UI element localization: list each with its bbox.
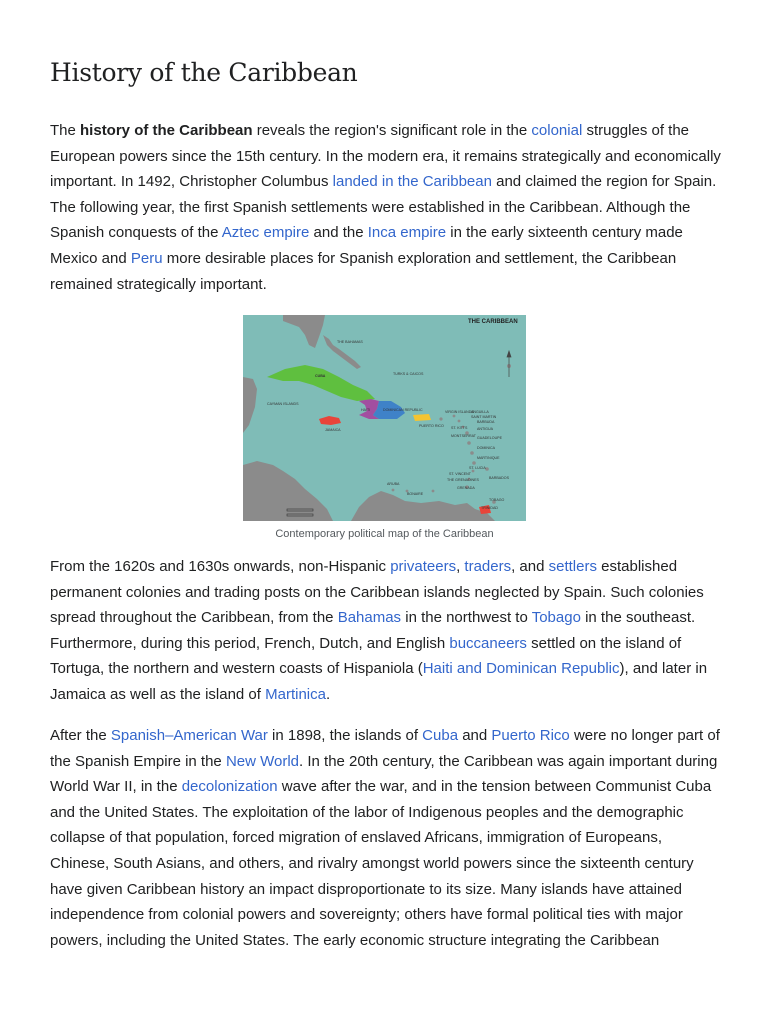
map-label-bonaire: BONAIRE	[407, 492, 424, 496]
map-label-cuba: CUBA	[315, 374, 326, 378]
link-new-world[interactable]: New World	[225, 752, 300, 770]
map-label-barbados: BARBADOS	[489, 476, 509, 480]
map-label-aruba: ARUBA	[387, 482, 400, 486]
map-label-st-martin: SAINT MARTIN	[471, 415, 497, 419]
map-label-dominica: DOMINICA	[477, 446, 495, 450]
map-figure	[243, 315, 526, 540]
link-spanish-american-war[interactable]: Spanish–American War	[110, 727, 268, 744]
map-label-st-lucia: ST. LUCIA	[469, 466, 486, 470]
link-colonial[interactable]: colonial	[531, 122, 583, 139]
map-label-barbuda: BARBUDA	[477, 420, 495, 424]
link-puerto-rico[interactable]: Puerto Rico	[491, 727, 570, 744]
map-label-tobago: TOBAGO	[489, 498, 505, 502]
map-title: THE CARIBBEAN	[468, 319, 518, 325]
map-label-puerto-rico: PUERTO RICO	[419, 424, 444, 428]
link-inca-empire[interactable]: Inca empire	[367, 224, 447, 242]
map-label-turks: TURKS & CAICOS	[393, 372, 424, 376]
caribbean-map[interactable]	[243, 315, 526, 521]
map-label-grenadines: THE GRENADINES	[447, 478, 479, 482]
map-label-martinique: MARTINIQUE	[477, 456, 500, 460]
map-puerto-rico	[413, 414, 431, 421]
map-label-antigua: ANTIGUA	[477, 427, 493, 431]
link-landed-in-caribbean[interactable]: landed in the Caribbean	[332, 173, 492, 191]
link-tobago[interactable]: Tobago	[531, 609, 581, 627]
map-label-virgin: VIRGIN ISLANDS	[445, 410, 474, 414]
map-label-dominican: DOMINICAN REPUBLIC	[383, 408, 423, 412]
map-label-jamaica: JAMAICA	[325, 428, 341, 432]
map-label-cayman: CAYMAN ISLANDS	[267, 402, 299, 406]
modern-era-paragraph: After the Spanish–American War in 1898, the islands of Cuba and Puerto Rico were no longer part of the Spanish Empire in the New World. In the 20th century, the Caribbean was again important during World War II, in the decolonization wave after the war, and in the tension between Communist Cuba and the United States. The exploitation of the labor of Indigenous peoples and the demographic collapse of that population, forced migration of enslaved Africans, immigration of Europeans, Chinese, South Asians, and others, and rivalry amongst world powers since the sixteenth century have given Caribbean history an impact disproportionate to its size. Many islands have attained independence from colonial powers and sovereignty; others have formal political ties with major powers, including the United States. The early economic structure integrating the Caribbean	[50, 727, 720, 949]
colonies-paragraph: From the 1620s and 1630s onwards, non-Hispanic privateers, traders, and settlers established permanent colonies and trading posts on the Caribbean islands neglected by Spain. Such colonies spread throughout the Caribbean, from the Bahamas in the northwest to Tobago in the southeast. Furthermore, during this period, French, Dutch, and English buccaneers settled on the island of Tortuga, the northern and western coasts of Hispaniola (Haiti and Dominican Republic), and later in Jamaica as well as the island of Martinica.	[50, 558, 708, 703]
map-label-trinidad: TRINIDAD	[481, 506, 498, 510]
map-label-bahamas: THE BAHAMAS	[337, 340, 363, 344]
link-cuba[interactable]: Cuba	[422, 727, 459, 744]
link-aztec-empire[interactable]: Aztec empire	[221, 224, 310, 242]
link-bahamas[interactable]: Bahamas	[337, 609, 402, 627]
map-label-anguilla: ANGUILLA	[471, 410, 489, 414]
map-label-st-vincent: ST. VINCENT	[449, 472, 471, 476]
link-martinica[interactable]: Martinica	[265, 685, 326, 703]
link-peru[interactable]: Peru	[130, 249, 163, 267]
link-traders[interactable]: traders	[464, 558, 512, 575]
map-label-guadeloupe: GUADELOUPE	[477, 436, 502, 440]
page-title: History of the Caribbean	[50, 58, 358, 87]
link-privateers[interactable]: privateers	[390, 558, 457, 575]
map-label-st-kitts: ST. KITTS	[451, 426, 468, 430]
link-settlers[interactable]: settlers	[548, 558, 597, 575]
map-caption: Contemporary political map of the Caribbean	[275, 528, 494, 540]
map-label-grenada: GRENADA	[457, 486, 475, 490]
link-buccaneers[interactable]: buccaneers	[449, 634, 527, 652]
intro-paragraph: The history of the Caribbean reveals the region's significant role in the colonial struggles of the European powers since the 15th century. In the modern era, it remains strategically and economically important. In 1492, Christopher Columbus landed in the Caribbean and claimed the region for Spain. The following year, the first Spanish settlements were established in the Caribbean. Although the Spanish conquests of the Aztec empire and the Inca empire in the early sixteenth century made Mexico and Peru more desirable places for Spanish exploration and settlement, the Caribbean remained strategically important.	[50, 122, 721, 293]
map-label-haiti: HAITI	[361, 408, 371, 412]
link-decolonization[interactable]: decolonization	[181, 778, 278, 796]
bold-term: history of the Caribbean	[80, 122, 253, 139]
link-haiti-and-dominican-republic[interactable]: Haiti and Dominican Republic	[422, 660, 620, 678]
map-label-montserrat: MONTSERRAT	[451, 434, 476, 438]
